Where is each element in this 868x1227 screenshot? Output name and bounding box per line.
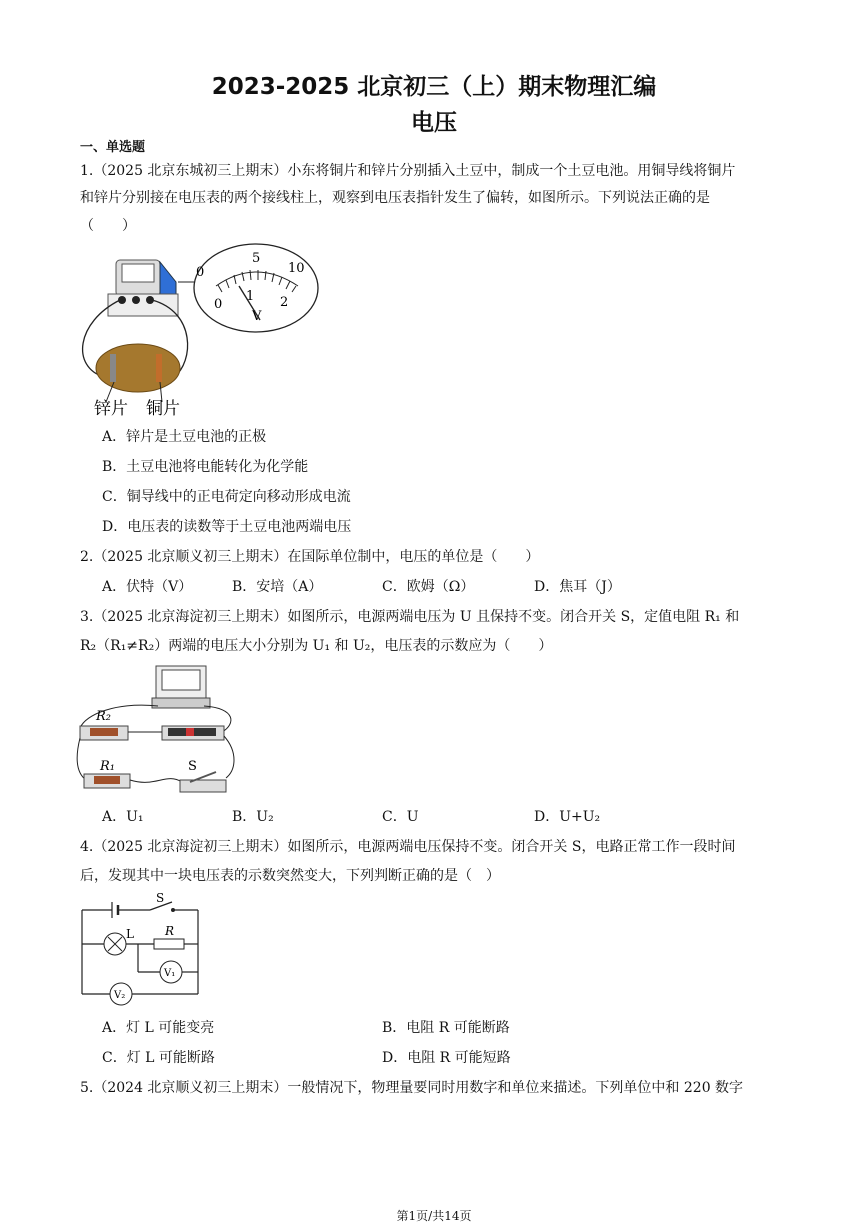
q1-option-c[interactable]: C．铜导线中的正电荷定向移动形成电流 — [102, 489, 351, 505]
q2-option-b[interactable]: B．安培（A） — [232, 579, 323, 595]
q3-option-b[interactable]: B．U₂ — [232, 809, 274, 825]
q3-line1: 3.（2025 北京海淀初三上期末）如图所示，电源两端电压为 U 且保持不变。闭合开关 S，定值电阻 R₁ 和 — [80, 609, 740, 625]
q3-figure-circuit — [76, 662, 246, 802]
q4-figure-circuit — [76, 890, 216, 1010]
q1-line2: 和锌片分别接在电压表的两个接线柱上，观察到电压表指针发生了偏转，如图所示。下列说法正确的是 — [80, 190, 710, 206]
dial-unit: V — [252, 309, 262, 324]
q2-option-a[interactable]: A．伏特（V） — [102, 579, 193, 595]
voltmeter-v2-label: V₂ — [114, 990, 126, 1001]
switch-label: S — [156, 891, 165, 905]
page-number: 第1页/共14页 — [396, 1209, 472, 1223]
document-title: 2023-2025 北京初三（上）期末物理汇编 — [211, 74, 657, 100]
r2-label: R₂ — [96, 709, 111, 724]
q4-option-b[interactable]: B．电阻 R 可能断路 — [382, 1020, 510, 1036]
q4-option-a[interactable]: A．灯 L 可能变亮 — [102, 1020, 215, 1036]
q5-line1: 5.（2024 北京顺义初三上期末）一般情况下，物理量要同时用数字和单位来描述。下列单位中和 220 数字 — [80, 1080, 744, 1096]
q1-option-d[interactable]: D．电压表的读数等于土豆电池两端电压 — [102, 519, 352, 535]
q4-line2: 后，发现其中一块电压表的示数突然变大，下列判断正确的是（ ） — [80, 868, 500, 884]
section-heading: 一、单选题 — [80, 140, 146, 155]
q4-option-c[interactable]: C．灯 L 可能断路 — [102, 1050, 215, 1066]
q3-line2: R₂（R₁≠R₂）两端的电压大小分别为 U₁ 和 U₂，电压表的示数应为（ ） — [80, 638, 553, 654]
scale-top-10: 10 — [288, 261, 305, 276]
copper-label: 铜片 — [146, 399, 180, 419]
scale-bottom-2: 2 — [280, 295, 289, 310]
q4-line1: 4.（2025 北京海淀初三上期末）如图所示，电源两端电压保持不变。闭合开关 S，电路正常工作一段时间 — [80, 839, 736, 855]
zinc-label: 锌片 — [94, 399, 128, 419]
q2-line1: 2.（2025 北京顺义初三上期末）在国际单位制中，电压的单位是（ ） — [80, 549, 540, 565]
r1-label: R₁ — [100, 759, 115, 774]
q2-option-c[interactable]: C．欧姆（Ω） — [382, 579, 475, 595]
lamp-label: L — [126, 927, 134, 941]
document-subtitle: 电压 — [411, 110, 457, 136]
q1-figure-potato-battery — [76, 242, 326, 422]
q1-line3: （ ） — [80, 218, 136, 234]
s-label: S — [188, 759, 197, 774]
q1-line1: 1.（2025 北京东城初三上期末）小东将铜片和锌片分别插入土豆中，制成一个土豆电池。用铜导线将铜片 — [80, 163, 736, 179]
q1-option-b[interactable]: B．土豆电池将电能转化为化学能 — [102, 459, 309, 475]
scale-bottom-1: 1 — [246, 289, 255, 304]
q4-option-d[interactable]: D．电阻 R 可能短路 — [382, 1050, 511, 1066]
q2-option-d[interactable]: D．焦耳（J） — [534, 579, 621, 595]
q1-option-a[interactable]: A．锌片是土豆电池的正极 — [102, 429, 267, 445]
resistor-label: R — [165, 924, 175, 938]
q3-option-c[interactable]: C．U — [382, 809, 419, 825]
scale-top-5: 5 — [252, 251, 261, 266]
scale-bottom-0: 0 — [214, 297, 223, 312]
q3-option-d[interactable]: D．U+U₂ — [534, 809, 601, 825]
q3-option-a[interactable]: A．U₁ — [102, 809, 144, 825]
scale-top-0: 0 — [196, 265, 205, 280]
voltmeter-v1-label: V₁ — [164, 968, 176, 979]
